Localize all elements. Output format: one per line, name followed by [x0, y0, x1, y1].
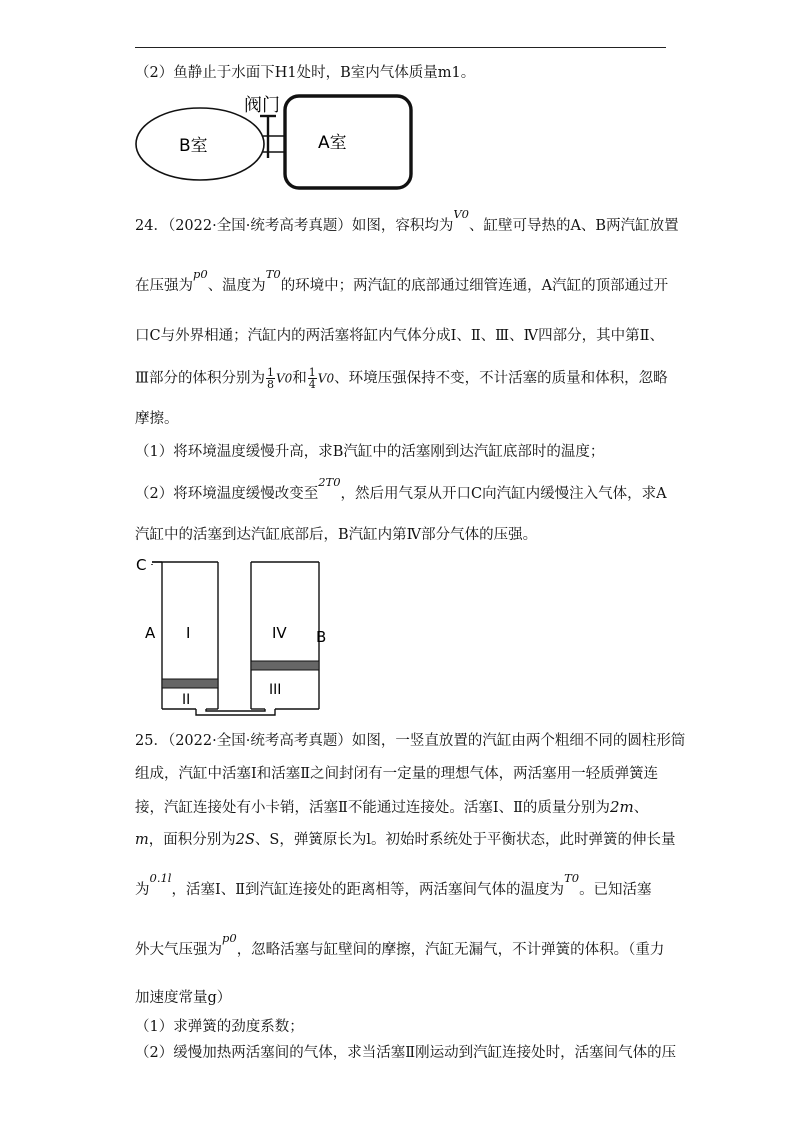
piston-a — [162, 679, 218, 688]
q24-part1: （1）将环境温度缓慢升高，求B汽缸中的活塞刚到达汽缸底部时的温度； — [135, 444, 605, 460]
label-region-4: IV — [272, 624, 287, 642]
p0-symbol: p0 — [193, 267, 208, 281]
q23-part2: （2）鱼静止于水面下H1处时，B室内气体质量m1。 — [135, 65, 476, 81]
valve-label: 阀门 — [244, 95, 280, 116]
header-rule — [135, 47, 666, 48]
label-region-3: III — [269, 682, 282, 698]
v0-symbol: V0 — [453, 207, 469, 221]
q24-line5: 摩擦。 — [135, 411, 179, 427]
q25-line1: 25．（2022·全国·统考高考真题）如图，一竖直放置的汽缸由两个粗细不同的圆柱形筒 — [135, 733, 686, 749]
label-region-1: I — [186, 624, 191, 642]
q24-line1: 24．（2022·全国·统考高考真题）如图，容积均为$^{V0}$、缸壁可导热的A、B两汽缸放置 — [135, 207, 679, 234]
room-a-box — [285, 96, 411, 188]
room-b-label: B室 — [179, 136, 208, 156]
q25-line5: 为$^{0.1l}$，活塞Ⅰ、Ⅱ到汽缸连接处的距离相等，两活塞间气体的温度为$^{T0}$。已知活塞 — [135, 871, 652, 898]
piston-b — [251, 661, 319, 670]
q24-line4: Ⅲ部分的体积分别为 $\frac{1}{8}$ V0和 $\frac{1}{4}$ V0、环境压强保持不变，不计活塞的质量和体积，忽略 — [135, 366, 668, 391]
q24-line3: 口C与外界相通；汽缸内的两活塞将缸内气体分成Ⅰ、Ⅱ、Ⅲ、Ⅳ四部分，其中第Ⅱ、 — [135, 328, 664, 344]
pipe-outer — [196, 709, 275, 715]
fraction-one-eighth: $\frac{1}{8}$ — [266, 366, 274, 391]
label-region-2: II — [182, 692, 191, 708]
extension-symbol: 0.1l — [149, 871, 172, 885]
2t0-symbol: 2T0 — [318, 475, 341, 489]
q25-line4: m，面积分别为2S、S，弹簧原长为l。初始时系统处于平衡状态，此时弹簧的伸长量 — [135, 832, 676, 848]
q24-part2: （2）将环境温度缓慢改变至$^{2T0}$，然后用气泵从开口C向汽缸内缓慢注入气体，求A — [135, 475, 667, 502]
figure-chambers — [130, 88, 420, 196]
label-a: A — [145, 624, 156, 642]
q25-line7: 加速度常量g） — [135, 990, 232, 1006]
q25-part1: （1）求弹簧的劲度系数； — [135, 1019, 304, 1035]
q25-part2: （2）缓慢加热两活塞间的气体，求当活塞Ⅱ刚运动到汽缸连接处时，活塞间气体的压 — [135, 1045, 677, 1061]
fraction-one-quarter: $\frac{1}{4}$ — [308, 366, 316, 391]
room-a-label: A室 — [318, 133, 347, 153]
label-c: C — [136, 556, 147, 574]
figure-cylinders — [130, 553, 340, 719]
t0-symbol: T0 — [265, 267, 281, 281]
q25-line2: 组成，汽缸中活塞Ⅰ和活塞Ⅱ之间封闭有一定量的理想气体，两活塞用一轻质弹簧连 — [135, 766, 659, 782]
q24-part2-cont: 汽缸中的活塞到达汽缸底部后，B汽缸内第Ⅳ部分气体的压强。 — [135, 527, 538, 543]
label-b: B — [316, 628, 327, 646]
q24-line2: 在压强为$^{p0}$、温度为$^{T0}$的环境中；两汽缸的底部通过细管连通，A汽缸的顶部通过开 — [135, 267, 669, 294]
q25-line3: 接，汽缸连接处有小卡销，活塞Ⅱ不能通过连接处。活塞Ⅰ、Ⅱ的质量分别为2m、 — [135, 798, 649, 816]
q25-line6: 外大气压强为$^{p0}$，忽略活塞与缸壁间的摩擦，汽缸无漏气，不计弹簧的体积。（重力 — [135, 931, 665, 958]
